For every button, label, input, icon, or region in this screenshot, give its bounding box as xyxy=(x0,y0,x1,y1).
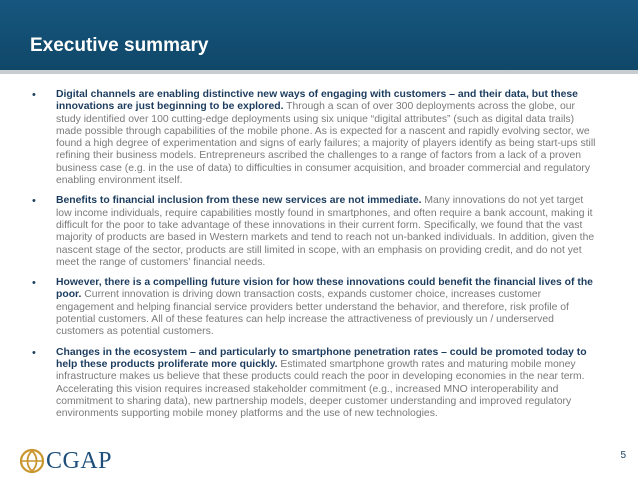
bullet-item xyxy=(30,89,600,187)
bullet-heading: Digital channels are enabling distinctive new ways of engaging with customers – and their data, but these innovations are just beginning to be explored. xyxy=(56,89,578,113)
logo-text: CGAP xyxy=(46,448,113,474)
bullet-item xyxy=(30,195,600,269)
bullet-dot: • xyxy=(32,277,36,290)
bullet-body: Through a scan of over 300 deployments across the globe, our study identified over 100 cutting-edge deployments using six unique “digital attributes” (such as digital data trails) made possible through capabilities of the mobile phone. As is expected for a nascent and rapidly evolving sector, we found a high degree of experimentation and signs of early failures; a majority of players identify as being start-ups still refining their business models. Entrepreneurs ascribed the challenges to a range of factors from a lack of a proven business case (e.g. in the use of data) to difficulties in consumer acquisition, and broader commercial and regulatory enabling environment itself. xyxy=(56,101,596,187)
bullet-heading: Benefits to financial inclusion from these new services are not immediate. xyxy=(56,195,422,207)
bullet-list xyxy=(30,89,600,428)
bullet-dot: • xyxy=(32,89,36,101)
slide-title: Executive summary xyxy=(30,35,209,56)
bullet-dot: • xyxy=(32,195,36,208)
bullet-item xyxy=(30,347,600,421)
bullet-item xyxy=(30,277,600,338)
cgap-logo xyxy=(18,447,138,475)
bullet-body: Many innovations do not yet target low income individuals, require capabilities mostly found in smartphones, and often require a bank account, making it difficult for the poor to take advantage of these innovations in their current form. Specifically, we found that the vast majority of products are based in Western markets and tend to reach not un-banked individuals. In addition, given the nascent stage of the sector, products are still limited in scope, with an emphasis on providing credit, and do not yet meet the range of customers’ financial needs. xyxy=(56,195,595,268)
bullet-heading: However, there is a compelling future vision for how these innovations could benefit the financial lives of the poor. xyxy=(56,277,593,301)
page-number: 5 xyxy=(620,450,626,461)
bullet-body: Estimated smartphone growth rates and maturing mobile money infrastructure makes us believe that these products could reach the poor in developing economies in the near term. Accelerating this vision requires increased stakeholder commitment (e.g., increased MNO interoperability and commitment to sharing data), new partnership models, deeper customer understanding and improved regulatory environments supporting mobile money platforms and the use of new technologies. xyxy=(56,358,585,420)
bullet-dot: • xyxy=(32,346,36,359)
header-divider xyxy=(0,70,638,74)
cgap-seal-icon xyxy=(18,447,46,475)
header-bar xyxy=(0,0,638,70)
bullet-heading: Changes in the ecosystem – and particularly to smartphone penetration rates – could be promoted today to help these products proliferate more quickly. xyxy=(56,346,587,370)
bullet-body: Current innovation is driving down transaction costs, expands customer choice, increases customer engagement and helping financial service providers better understand the behavior, and therefore, risk profile of potential customers. All of these features can help increase the attractiveness of previously un / underserved customers as potential customers. xyxy=(56,289,569,338)
